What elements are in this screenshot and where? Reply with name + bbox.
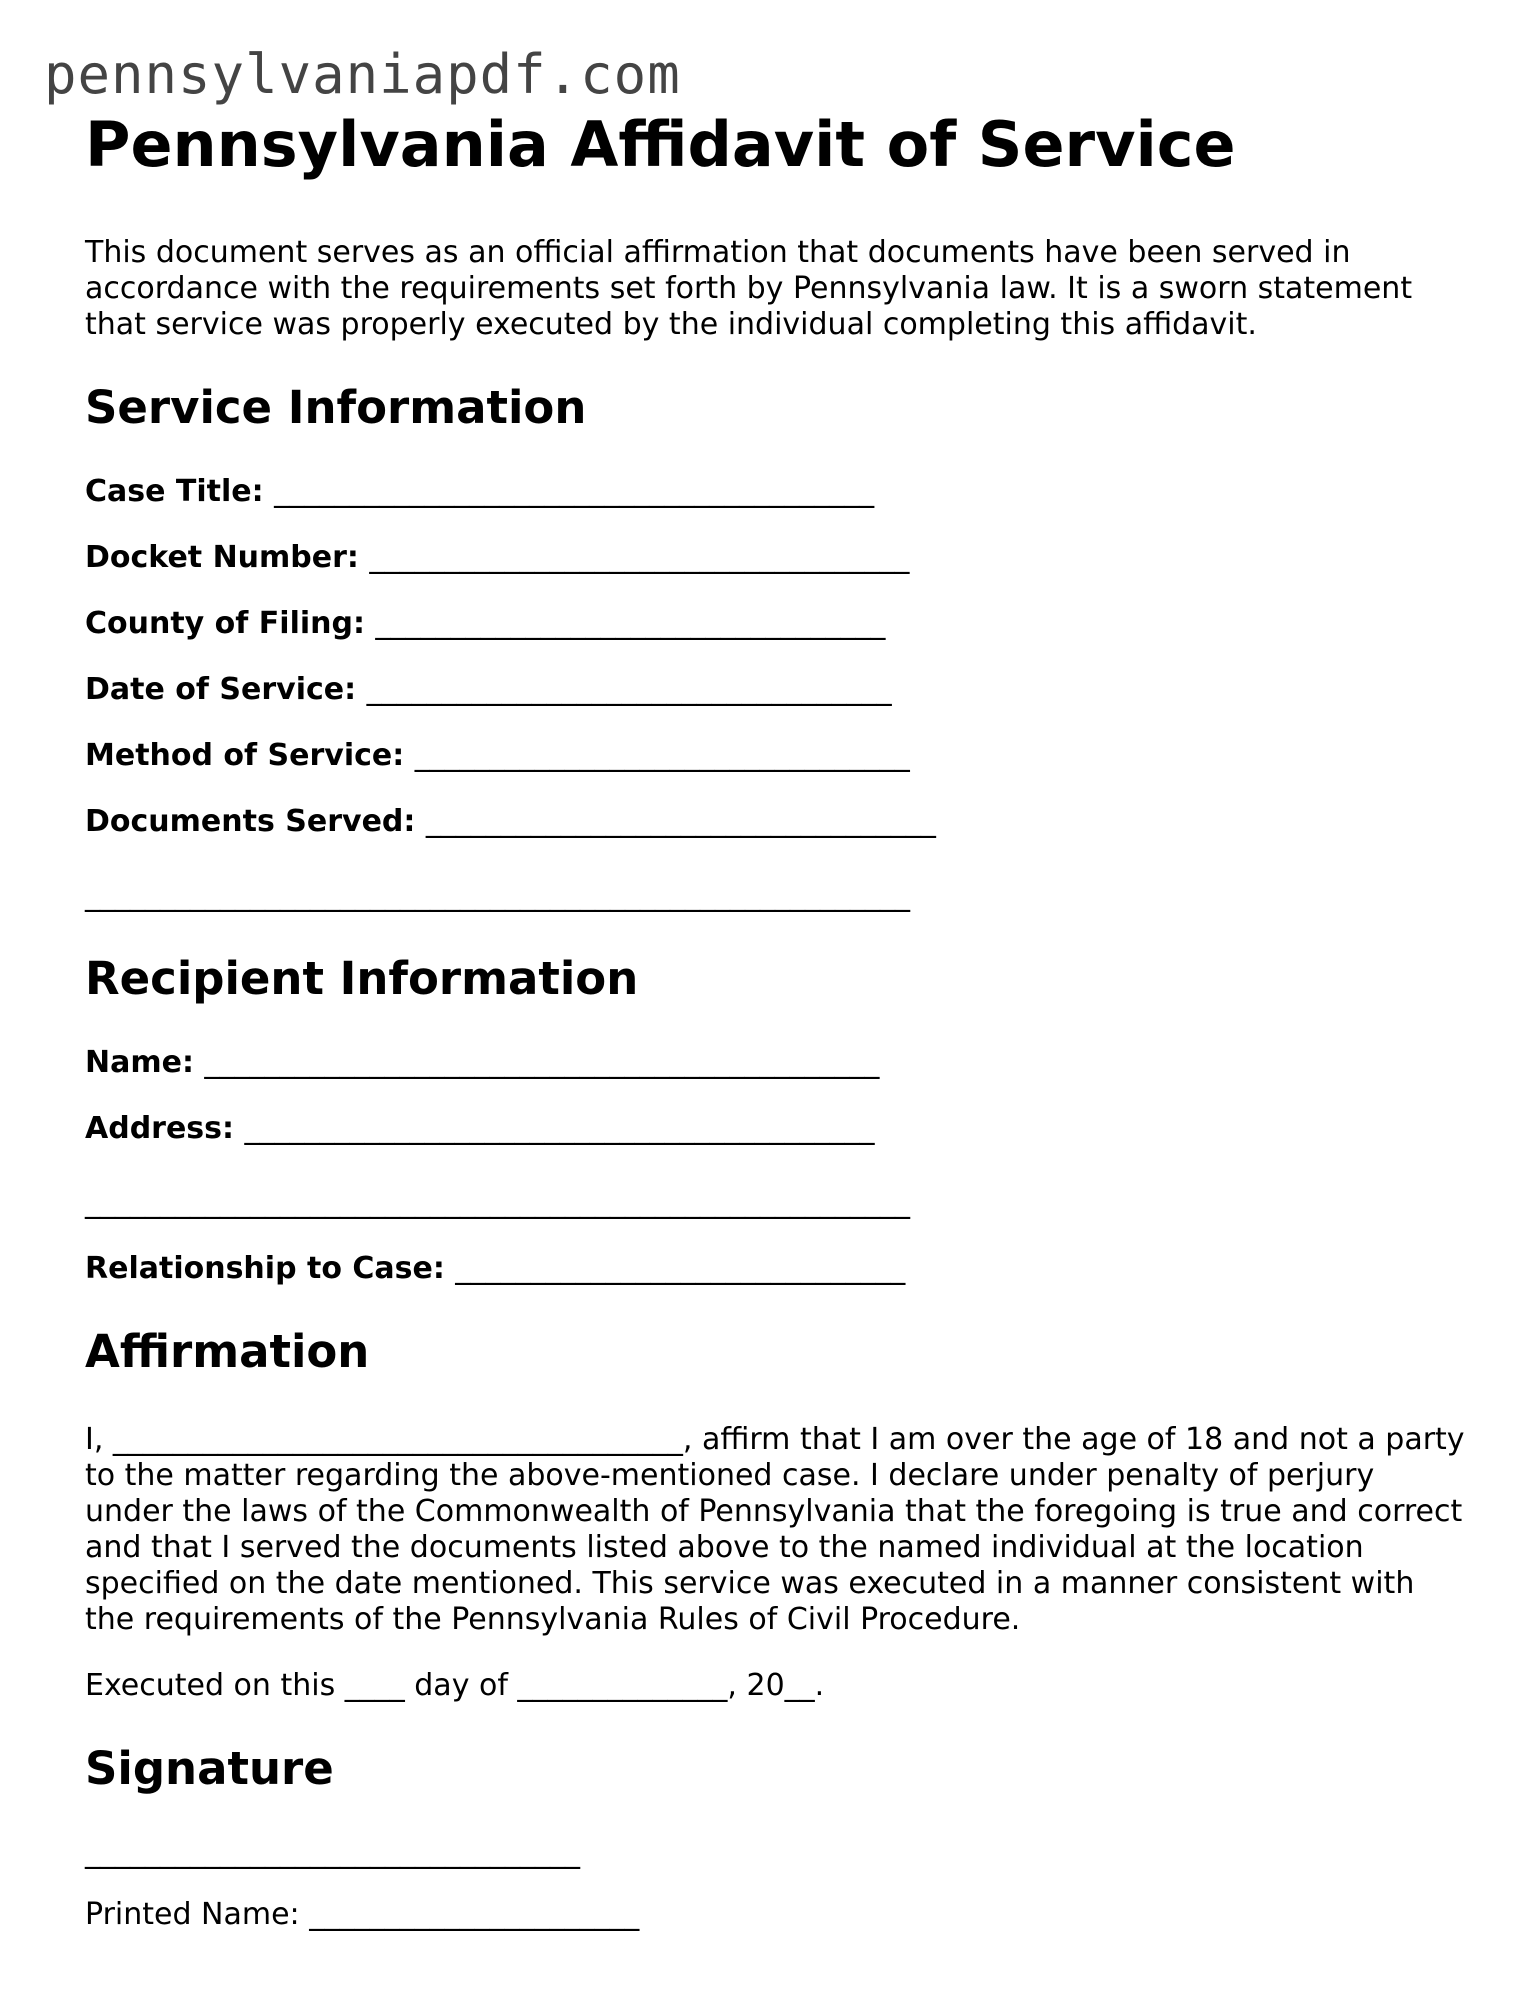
affirmation-paragraph: I, ______________________________________, affirm that I am over the age of 18 and not a party to the matter regarding the above-mentioned case. I declare under penalty of perjury under the laws of the Commonwealth of Pennsylvania that the foregoing is true and correct and that I served the documents listed above to the named individual at the location specified on the date mentioned. This service was executed in a manner consistent with the requirements of the Pennsylvania Rules of Civil Procedure. [85, 1422, 1465, 1638]
county-of-filing-blank[interactable]: __________________________________ [375, 606, 886, 642]
recipient-address-field[interactable] [85, 1111, 1465, 1147]
intro-paragraph: This document serves as an official affirmation that documents have been served in accordance with the requirements set forth by Pennsylvania law. It is a sworn statement that service was properly executed by the individual completing this affidavit. [85, 235, 1413, 343]
documents-served-field[interactable] [85, 804, 1465, 840]
documents-served-label: Documents Served: [85, 804, 416, 840]
recipient-name-label: Name: [85, 1045, 194, 1081]
recipient-information-section [85, 952, 1465, 1287]
relationship-blank[interactable]: ______________________________ [455, 1251, 906, 1287]
docket-number-field[interactable] [85, 540, 1465, 576]
page-title: Pennsylvania Affidavit of Service [85, 108, 1236, 181]
recipient-name-field[interactable] [85, 1045, 1465, 1081]
recipient-name-blank[interactable]: _____________________________________________ [204, 1045, 880, 1081]
date-of-service-label: Date of Service: [85, 672, 357, 708]
recipient-address-blank[interactable]: __________________________________________ [244, 1111, 875, 1147]
service-information-section [85, 381, 1465, 914]
documents-served-blank[interactable]: __________________________________ [425, 804, 936, 840]
signature-heading: Signature [85, 1742, 334, 1796]
date-of-service-field[interactable] [85, 672, 1465, 708]
watermark: pennsylvaniapdf.com [44, 43, 681, 106]
recipient-address-label: Address: [85, 1111, 235, 1147]
docket-number-label: Docket Number: [85, 540, 359, 576]
document-page [85, 108, 1465, 1933]
method-of-service-field[interactable] [85, 738, 1465, 774]
affirmation-section [85, 1325, 1465, 1704]
case-title-blank[interactable]: ________________________________________ [274, 474, 875, 510]
printed-name-field[interactable]: Printed Name: ______________________ [85, 1897, 640, 1933]
signature-line[interactable]: _________________________________ [85, 1835, 580, 1871]
county-of-filing-label: County of Filing: [85, 606, 365, 642]
recipient-address-extra-line[interactable]: _______________________________________________________ [85, 1185, 910, 1221]
affirmation-heading: Affirmation [85, 1325, 370, 1379]
case-title-label: Case Title: [85, 474, 264, 510]
method-of-service-blank[interactable]: _________________________________ [414, 738, 910, 774]
documents-served-extra-line[interactable]: _______________________________________________________ [85, 878, 910, 914]
signature-section [85, 1742, 1465, 1933]
method-of-service-label: Method of Service: [85, 738, 405, 774]
docket-number-blank[interactable]: ____________________________________ [369, 540, 910, 576]
county-of-filing-field[interactable] [85, 606, 1465, 642]
case-title-field[interactable] [85, 474, 1465, 510]
executed-on-line[interactable]: Executed on this ____ day of ______________, 20__. [85, 1668, 825, 1704]
recipient-information-heading: Recipient Information [85, 952, 639, 1006]
date-of-service-blank[interactable]: ___________________________________ [366, 672, 892, 708]
service-information-heading: Service Information [85, 381, 587, 435]
relationship-field[interactable] [85, 1251, 1465, 1287]
relationship-label: Relationship to Case: [85, 1251, 445, 1287]
